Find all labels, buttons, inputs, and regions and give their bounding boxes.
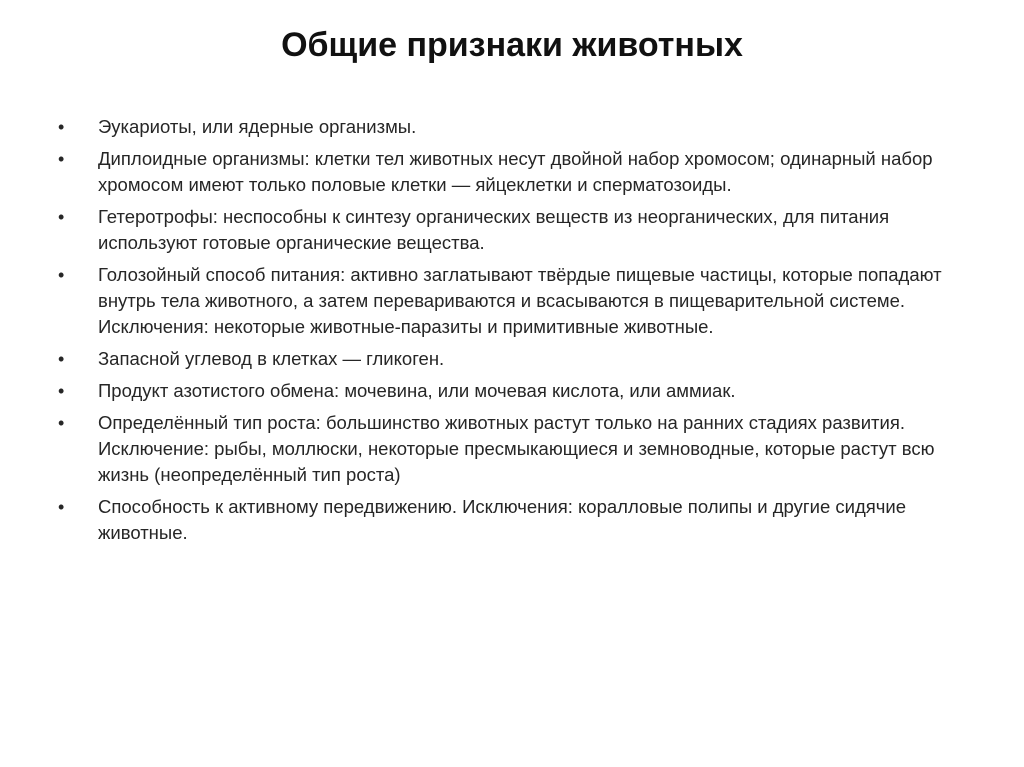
bullet-list xyxy=(58,114,978,552)
list-item-text: Запасной углевод в клетках — гликоген. xyxy=(98,348,445,369)
list-item xyxy=(58,494,978,546)
list-item-text: Диплоидные организмы: клетки тел животных несут двойной набор хромосом; одинарный набор хромосом имеют только половые клетки — яйцеклетки и сперматозоиды. xyxy=(98,148,933,195)
list-item-text: Продукт азотистого обмена: мочевина, или мочевая кислота, или аммиак. xyxy=(98,380,736,401)
bullet-icon: • xyxy=(58,207,65,227)
list-item xyxy=(58,114,978,140)
list-item-text: Эукариоты, или ядерные организмы. xyxy=(98,116,417,137)
list-item xyxy=(58,346,978,372)
list-item xyxy=(58,262,978,340)
slide-title: Общие признаки животных xyxy=(281,26,743,64)
bullet-icon: • xyxy=(58,497,65,517)
bullet-icon: • xyxy=(58,413,65,433)
list-item xyxy=(58,146,978,198)
bullet-icon: • xyxy=(58,265,65,285)
list-item-text: Голозойный способ питания: активно заглатывают твёрдые пищевые частицы, которые попадают внутрь тела животного, а затем перевариваются и всасываются в пищеварительной системе. Исключения: некоторые животные-паразиты и примитивные животные. xyxy=(98,264,942,337)
list-item-text: Гетеротрофы: неспособны к синтезу органических веществ из неорганических, для питания используют готовые органические вещества. xyxy=(98,206,890,253)
bullet-icon: • xyxy=(58,149,65,169)
list-item xyxy=(58,378,978,404)
list-item-text: Способность к активному передвижению. Исключения: коралловые полипы и другие сидячие животные. xyxy=(98,496,907,543)
bullet-icon: • xyxy=(58,349,65,369)
bullet-icon: • xyxy=(58,117,65,137)
bullet-icon: • xyxy=(58,381,65,401)
list-item xyxy=(58,410,978,488)
list-item-text: Определённый тип роста: большинство животных растут только на ранних стадиях развития. Исключение: рыбы, моллюски, некоторые пресмыкающиеся и земноводные, которые растут всю жизнь (неопределённый тип роста) xyxy=(98,412,935,485)
list-item xyxy=(58,204,978,256)
